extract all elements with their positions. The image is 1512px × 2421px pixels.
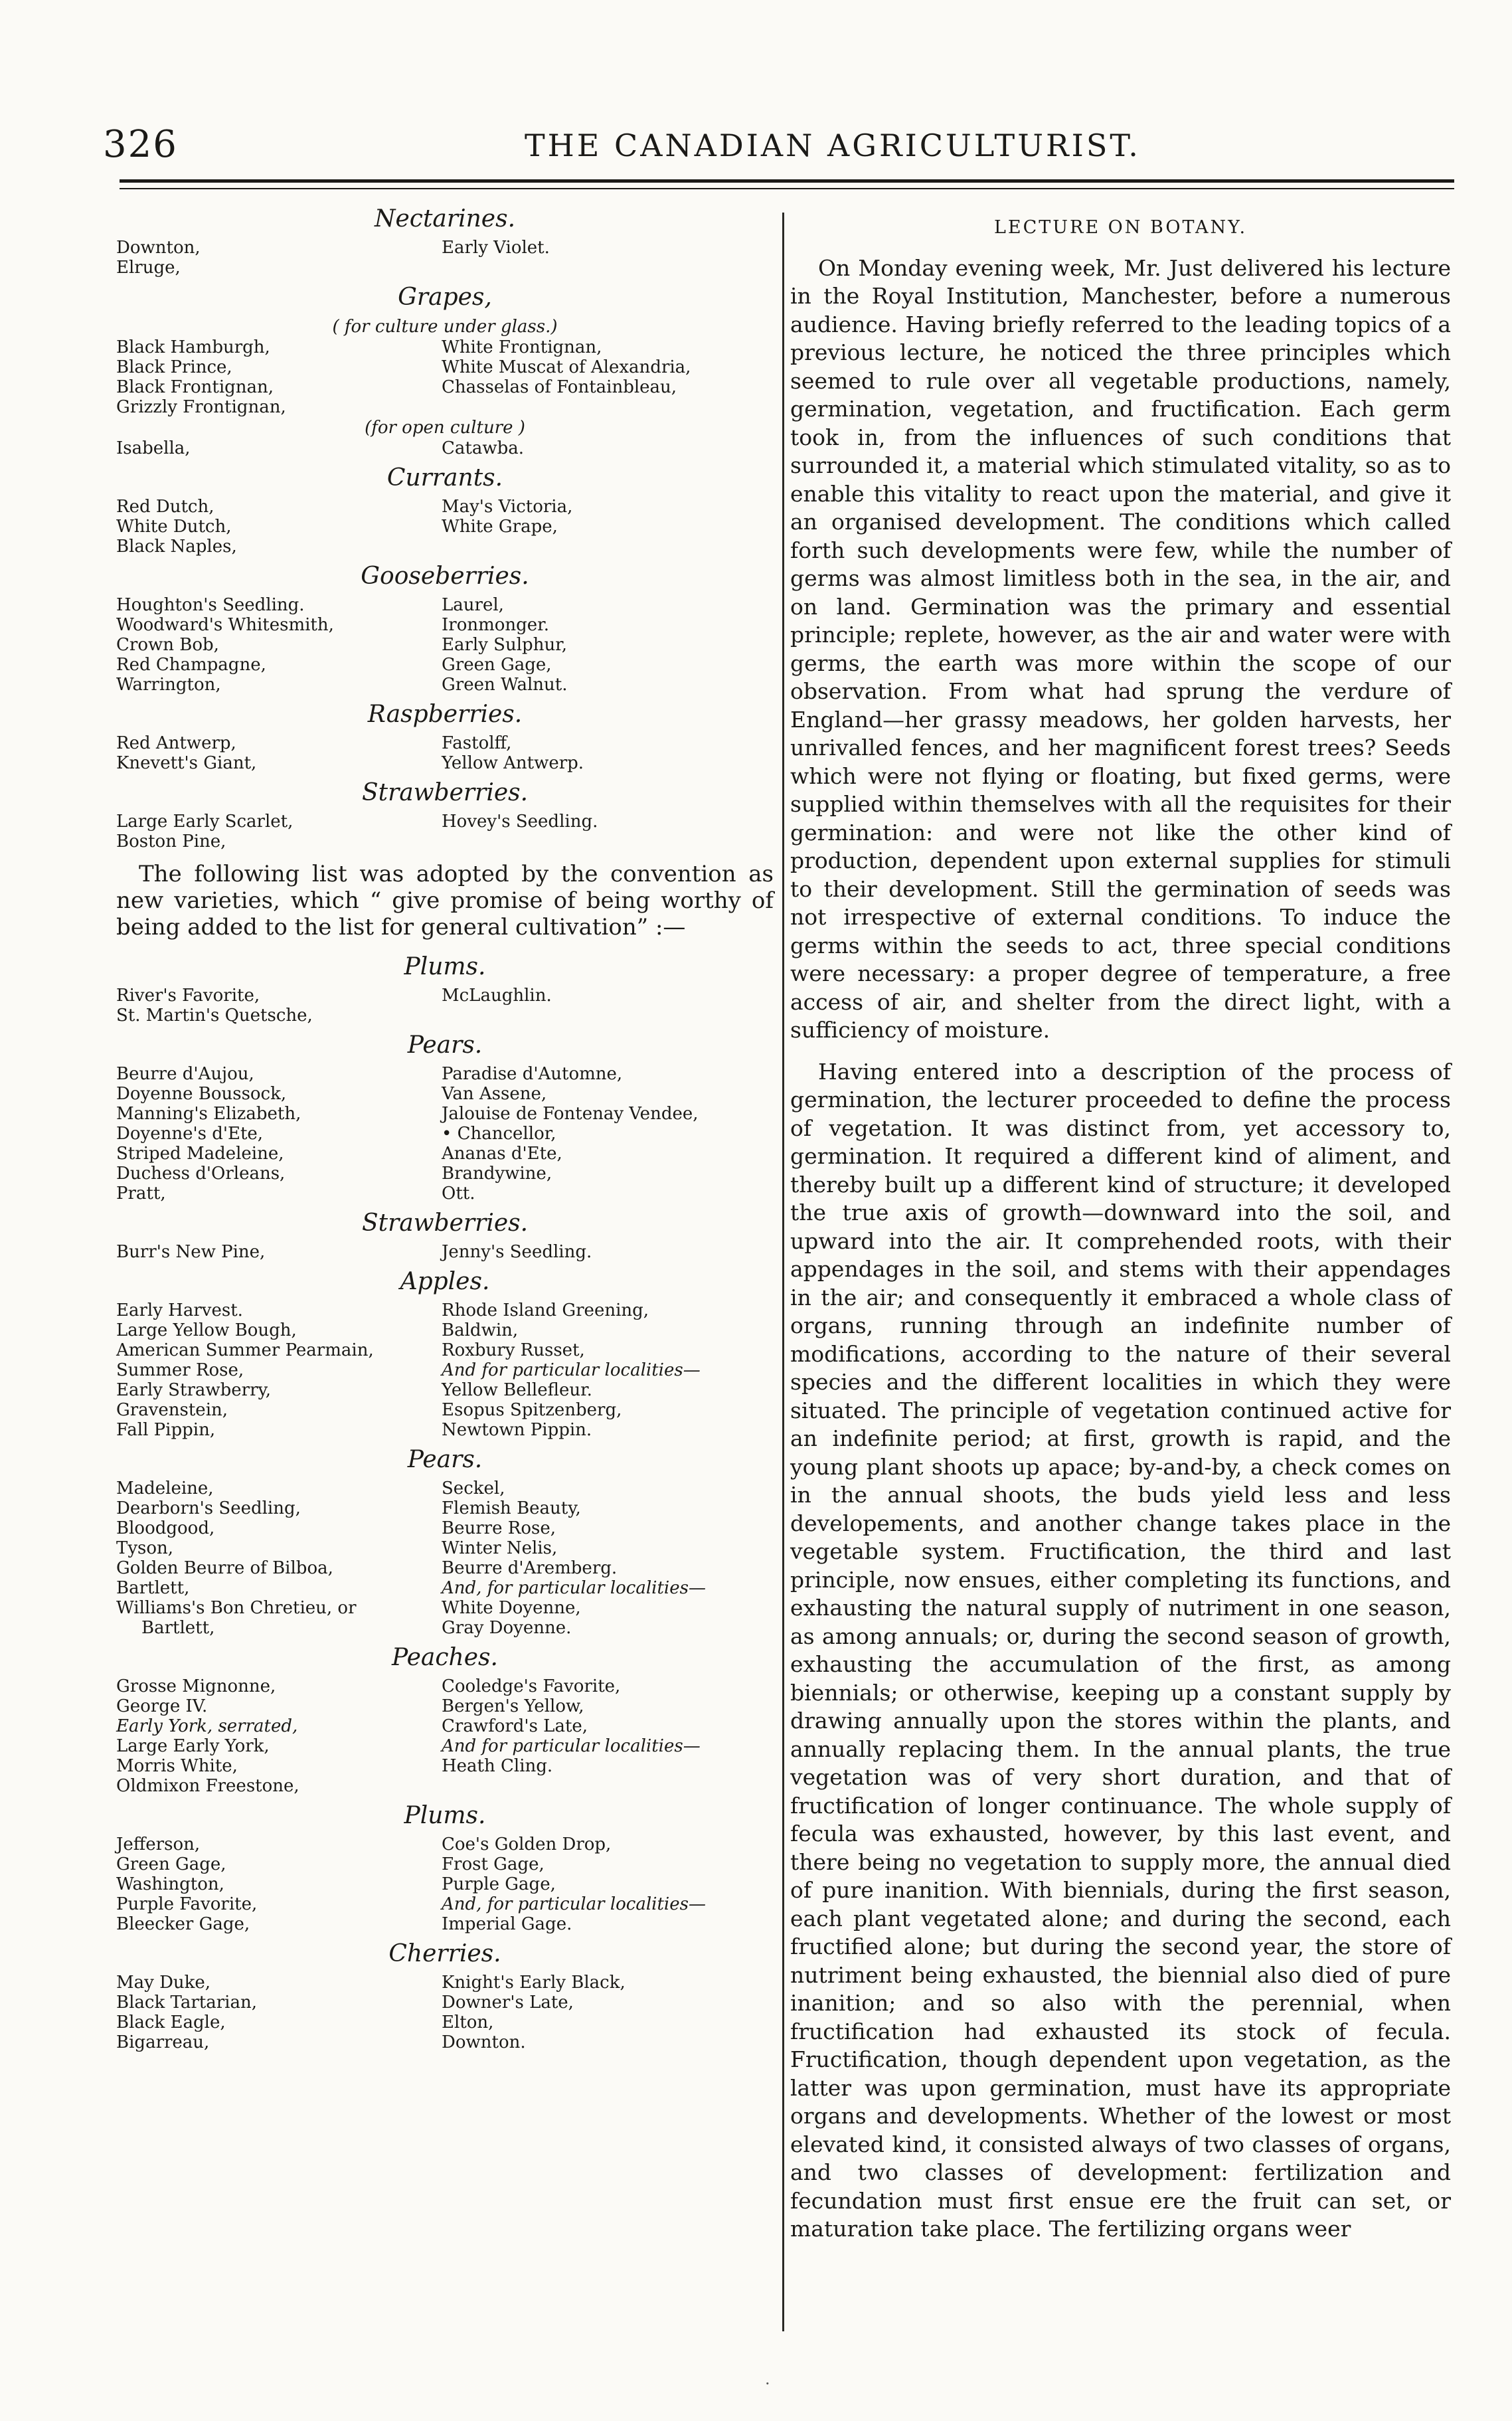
fruit-name-left: Burr's New Pine, [116, 1242, 266, 1262]
fruit-name-right: Imperial Gage. [442, 1914, 572, 1934]
fruit-name-left: River's Favorite, [116, 986, 260, 1006]
fruit-name-left: White Dutch, [116, 517, 232, 537]
fruit-list [116, 337, 774, 417]
fruit-name-right: Baldwin, [442, 1320, 519, 1340]
fruit-name-right: Gray Doyenne. [442, 1618, 572, 1638]
fruit-name-left: Warrington, [116, 675, 221, 695]
section-heading: Gooseberries. [361, 563, 529, 590]
fruit-name-left: George IV. [116, 1696, 208, 1716]
convention-paragraph: The following list was adopted by the convention as new varieties, which “ give promise of being worthy of being added to the list for general cultivation” :— [116, 861, 774, 941]
article-title: LECTURE ON BOTANY. [993, 217, 1248, 238]
fruit-name-left: Black Hamburgh, [116, 337, 270, 357]
section-heading: Nectarines. [374, 205, 516, 232]
fruit-name-right: McLaughlin. [442, 986, 552, 1006]
fruit-name-right: White Doyenne, [442, 1598, 581, 1618]
fruit-name-right: Brandywine, [442, 1164, 552, 1184]
fruit-name-left: Williams's Bon Chretieu, or [116, 1598, 357, 1618]
fruit-lists-column [116, 199, 774, 2052]
fruit-name-left: Washington, [116, 1874, 224, 1894]
header-rule-thin [120, 188, 1454, 189]
section-heading: Currants. [386, 464, 503, 492]
fruit-name-left: Red Champagne, [116, 655, 266, 675]
fruit-name-left: Early Harvest. [116, 1300, 243, 1320]
header-rule [120, 179, 1454, 183]
fruit-name-right: Winter Nelis, [442, 1538, 558, 1558]
fruit-list [116, 1676, 774, 1796]
fruit-name-left: Houghton's Seedling. [116, 595, 305, 615]
fruit-name-left: Tyson, [116, 1538, 174, 1558]
fruit-name-right: Green Walnut. [442, 675, 568, 695]
fruit-name-left: Golden Beurre of Bilboa, [116, 1558, 333, 1578]
fruit-name-right: Rhode Island Greening, [442, 1300, 649, 1320]
fruit-name-left: Elruge, [116, 258, 181, 278]
fruit-name-right: White Muscat of Alexandria, [442, 357, 691, 377]
fruit-name-right: Ott. [442, 1184, 475, 1204]
fruit-list [116, 438, 774, 458]
fruit-name-right: Hovey's Seedling. [442, 812, 598, 832]
fruit-name-right: Cooledge's Favorite, [442, 1676, 621, 1696]
fruit-name-left: Fall Pippin, [116, 1420, 216, 1440]
fruit-name-right: Jenny's Seedling. [442, 1242, 592, 1262]
section-heading: Pears. [407, 1446, 483, 1473]
fruit-name-left: Bigarreau, [116, 2032, 210, 2052]
fruit-name-left: Boston Pine, [116, 832, 226, 852]
fruit-name-right: Catawba. [442, 438, 525, 458]
fruit-name-left: Jefferson, [116, 1835, 201, 1854]
fruit-name-left: Gravenstein, [116, 1400, 228, 1420]
fruit-name-right: And for particular localities— [442, 1736, 701, 1756]
section-heading: Cherries. [388, 1940, 501, 1967]
culture-note: ( for culture under glass.) [332, 317, 558, 337]
fruit-name-right: White Grape, [442, 517, 558, 537]
fruit-name-left: Red Antwerp, [116, 733, 236, 753]
fruit-name-right: Crawford's Late, [442, 1716, 588, 1736]
fruit-name-left: Doyenne's d'Ete, [116, 1124, 264, 1144]
culture-note: (for open culture ) [365, 418, 525, 438]
fruit-name-right: Coe's Golden Drop, [442, 1835, 612, 1854]
fruit-name-left: Morris White, [116, 1756, 238, 1776]
section-heading: Raspberries. [367, 701, 523, 728]
fruit-list [116, 986, 774, 1026]
fruit-name-left: Purple Favorite, [116, 1894, 258, 1914]
fruit-name-left: Manning's Elizabeth, [116, 1104, 301, 1124]
fruit-name-left: Oldmixon Freestone, [116, 1776, 299, 1796]
fruit-name-left: Large Yellow Bough, [116, 1320, 297, 1340]
fruit-name-left: Isabella, [116, 438, 191, 458]
fruit-name-right: Fastolff, [442, 733, 512, 753]
page-mark: · [765, 2375, 770, 2393]
fruit-name-right: Early Violet. [442, 238, 550, 258]
fruit-name-left: Striped Madeleine, [116, 1144, 284, 1164]
fruit-name-right: And for particular localities— [442, 1360, 701, 1380]
fruit-name-right: Yellow Bellefleur. [442, 1380, 592, 1400]
fruit-name-left: Knevett's Giant, [116, 753, 257, 773]
fruit-name-right: Ananas d'Ete, [442, 1144, 562, 1164]
fruit-name-left: Bartlett, [116, 1578, 190, 1598]
section-heading: Grapes, [398, 284, 492, 311]
page-number: 326 [103, 123, 178, 166]
fruit-name-left: Early York, serrated, [116, 1716, 298, 1736]
fruit-name-left: Large Early Scarlet, [116, 812, 294, 832]
fruit-list [116, 812, 774, 852]
fruit-name-right: Chasselas of Fontainbleau, [442, 377, 677, 397]
fruit-name-right: Jalouise de Fontenay Vendee, [442, 1104, 699, 1124]
fruit-name-left: American Summer Pearmain, [116, 1340, 374, 1360]
fruit-name-left: Black Eagle, [116, 2013, 226, 2032]
fruit-name-right: Roxbury Russet, [442, 1340, 585, 1360]
section-heading: Plums. [404, 953, 486, 980]
fruit-list [116, 1973, 774, 2052]
fruit-name-left: Bartlett, [141, 1618, 215, 1638]
fruit-name-right [442, 832, 774, 852]
article-paragraph: On Monday evening week, Mr. Just delivered his lecture in the Royal Institution, Manchester, before a numerous audience. Having briefly referred to the leading topics of a previous lecture, he noticed the three principles which seemed to rule over all vegetable productions, namely, germination, vegetation, and fructification. Each germ took in, from the influences of such conditions that surrounded it, a material which stimulated vitality, so as to enable this vitality to react upon the material, and give it an organised development. The conditions which called forth such developments were few, while the number of germs was almost limitless both in the sea, in the air, and on land. Germination was the primary and essential principle; replete, however, as the air and water were with germs, the earth was more within the scope of our observation. From what had sprung the verdure of England—her grassy meadows, her golden harvests, her unrivalled fences, and her magnificent forest trees? Seeds which were not flying or floating, but fixed germs, were supplied within themselves with all the requisites for their germination: and were not like the other kind of production, dependent upon external supplies for stimuli to their development. Still the germination of seeds was not irrespective of external conditions. To induce the germs within the seeds to act, three special conditions were necessary: a proper degree of temperature, a free access of air, and shelter from the direct light, with a sufficiency of moisture. [790, 254, 1451, 1043]
fruit-name-right [442, 537, 774, 557]
fruit-list [116, 1242, 774, 1262]
fruit-name-right: Green Gage, [442, 655, 552, 675]
fruit-name-left: Downton, [116, 238, 201, 258]
fruit-name-left: Black Tartarian, [116, 1993, 257, 2013]
fruit-name-right [442, 1006, 774, 1026]
fruit-name-right: Seckel, [442, 1479, 505, 1498]
fruit-name-right: And, for particular localities— [442, 1894, 706, 1914]
fruit-name-left: Black Naples, [116, 537, 237, 557]
fruit-name-right [442, 397, 774, 417]
fruit-name-right: Paradise d'Automne, [442, 1064, 623, 1084]
fruit-name-left: May Duke, [116, 1973, 211, 1993]
fruit-name-right: Flemish Beauty, [442, 1498, 581, 1518]
fruit-name-right: White Frontignan, [442, 337, 602, 357]
fruit-name-right: Van Assene, [442, 1084, 547, 1104]
fruit-name-right: Ironmonger. [442, 615, 550, 635]
section-heading: Strawberries. [361, 779, 529, 806]
fruit-name-right: Bergen's Yellow, [442, 1696, 584, 1716]
fruit-name-right: Downton. [442, 2032, 526, 2052]
fruit-name-right: Elton, [442, 2013, 494, 2032]
fruit-name-left: Madeleine, [116, 1479, 214, 1498]
fruit-name-right: Laurel, [442, 595, 504, 615]
fruit-list [116, 497, 774, 557]
fruit-name-left: Pratt, [116, 1184, 166, 1204]
fruit-name-right: And, for particular localities— [442, 1578, 706, 1598]
fruit-name-right: Early Sulphur, [442, 635, 568, 655]
fruit-name-right: Beurre d'Aremberg. [442, 1558, 618, 1578]
fruit-name-right: Esopus Spitzenberg, [442, 1400, 622, 1420]
article-paragraph: Having entered into a description of the process of germination, the lecturer proceeded to define the process of vegetation. It was distinct from, yet accessory to, germination. It required a different kind of aliment, and thereby built up a different kind of structure; it developed the true axis of growth—downward into the soil, and upward into the air. It comprehended roots, with their appendages in the soil, and stems with their appendages in the air; and consequently it embraced a whole class of organs, running through an indefinite number of modifications, according to the nature of their several species and the different localities in which they were situated. The principle of vegetation continued active for an indefinite period; at first, growth is rapid, and the young plant shoots up apace; by-and-by, a check comes on in the annual shoots, the buds yield less and less developements, and another change takes place in the vegetable system. Fructification, the third and last principle, now ensues, either completing its functions, and exhausting the natural supply of nutriment in one season, as among annuals; or, during the second season of growth, exhausting the accumulation of the first, as among biennials; or otherwise, keeping up a constant supply by drawing annually upon the stores within the plants, and annually replacing them. In the annual plants, the true vegetation was of very short duration, and that of fructification of longer continuance. The whole supply of fecula was exhausted, however, by this last event, and there being no vegetation to supply more, the annual died of pure inanition. With biennials, during the first season, each plant vegetated alone; and during the second, each fructified alone; but during the second year, the store of nutriment being exhausted, the biennial also died of pure inanition; and so also with the perennial, when fructification had exhausted its stock of fecula. Fructification, though dependent upon vegetation, as the latter was upon germination, must have its appropriate organs and developments. Whether of the lowest or most elevated kind, it consisted always of two classes of organs, and two classes of development: fertilization and fecundation must first ensue ere the fruit can set, or maturation take place. The fertilizing organs weer [790, 1058, 1451, 2242]
fruit-name-right: Downer's Late, [442, 1993, 574, 2013]
fruit-name-right: Heath Cling. [442, 1756, 553, 1776]
fruit-name-right: Beurre Rose, [442, 1518, 556, 1538]
fruit-name-left: Green Gage, [116, 1854, 226, 1874]
fruit-name-left: Black Prince, [116, 357, 232, 377]
column-divider [782, 213, 784, 2331]
fruit-list [116, 238, 774, 278]
fruit-name-right [442, 1776, 774, 1796]
fruit-list [116, 1300, 774, 1440]
fruit-name-left: Red Dutch, [116, 497, 214, 517]
fruit-name-left: Doyenne Boussock, [116, 1084, 287, 1104]
fruit-name-left: Grizzly Frontignan, [116, 397, 286, 417]
fruit-name-left: Bloodgood, [116, 1518, 215, 1538]
fruit-name-left: Crown Bob, [116, 635, 219, 655]
fruit-list [116, 733, 774, 773]
section-heading: Plums. [404, 1802, 486, 1829]
section-heading: Peaches. [392, 1644, 498, 1671]
fruit-name-right: Knight's Early Black, [442, 1973, 626, 1993]
fruit-name-right [442, 258, 774, 278]
fruit-name-right: Yellow Antwerp. [442, 753, 584, 773]
fruit-name-left: Black Frontignan, [116, 377, 274, 397]
fruit-name-right: Frost Gage, [442, 1854, 545, 1874]
fruit-name-left: Beurre d'Aujou, [116, 1064, 254, 1084]
fruit-list [116, 595, 774, 695]
fruit-list [116, 1835, 774, 1934]
running-title: THE CANADIAN AGRICULTURIST. [525, 128, 1141, 163]
fruit-name-left: Woodward's Whitesmith, [116, 615, 334, 635]
section-heading: Pears. [407, 1031, 483, 1059]
fruit-name-left: Early Strawberry, [116, 1380, 272, 1400]
fruit-name-right: • Chancellor, [442, 1124, 556, 1144]
fruit-name-left: Dearborn's Seedling, [116, 1498, 301, 1518]
section-heading: Apples. [400, 1268, 490, 1295]
fruit-name-left: St. Martin's Quetsche, [116, 1006, 313, 1026]
section-heading: Strawberries. [361, 1210, 529, 1237]
fruit-name-left: Bleecker Gage, [116, 1914, 250, 1934]
fruit-name-right: Newtown Pippin. [442, 1420, 592, 1440]
fruit-name-right: May's Victoria, [442, 497, 573, 517]
lecture-article [790, 211, 1451, 2244]
fruit-name-left: Large Early York, [116, 1736, 270, 1756]
fruit-list [116, 1479, 774, 1638]
fruit-name-left: Grosse Mignonne, [116, 1676, 276, 1696]
fruit-name-right: Purple Gage, [442, 1874, 556, 1894]
fruit-list [116, 1064, 774, 1204]
fruit-name-left: Duchess d'Orleans, [116, 1164, 286, 1184]
fruit-name-left: Summer Rose, [116, 1360, 244, 1380]
